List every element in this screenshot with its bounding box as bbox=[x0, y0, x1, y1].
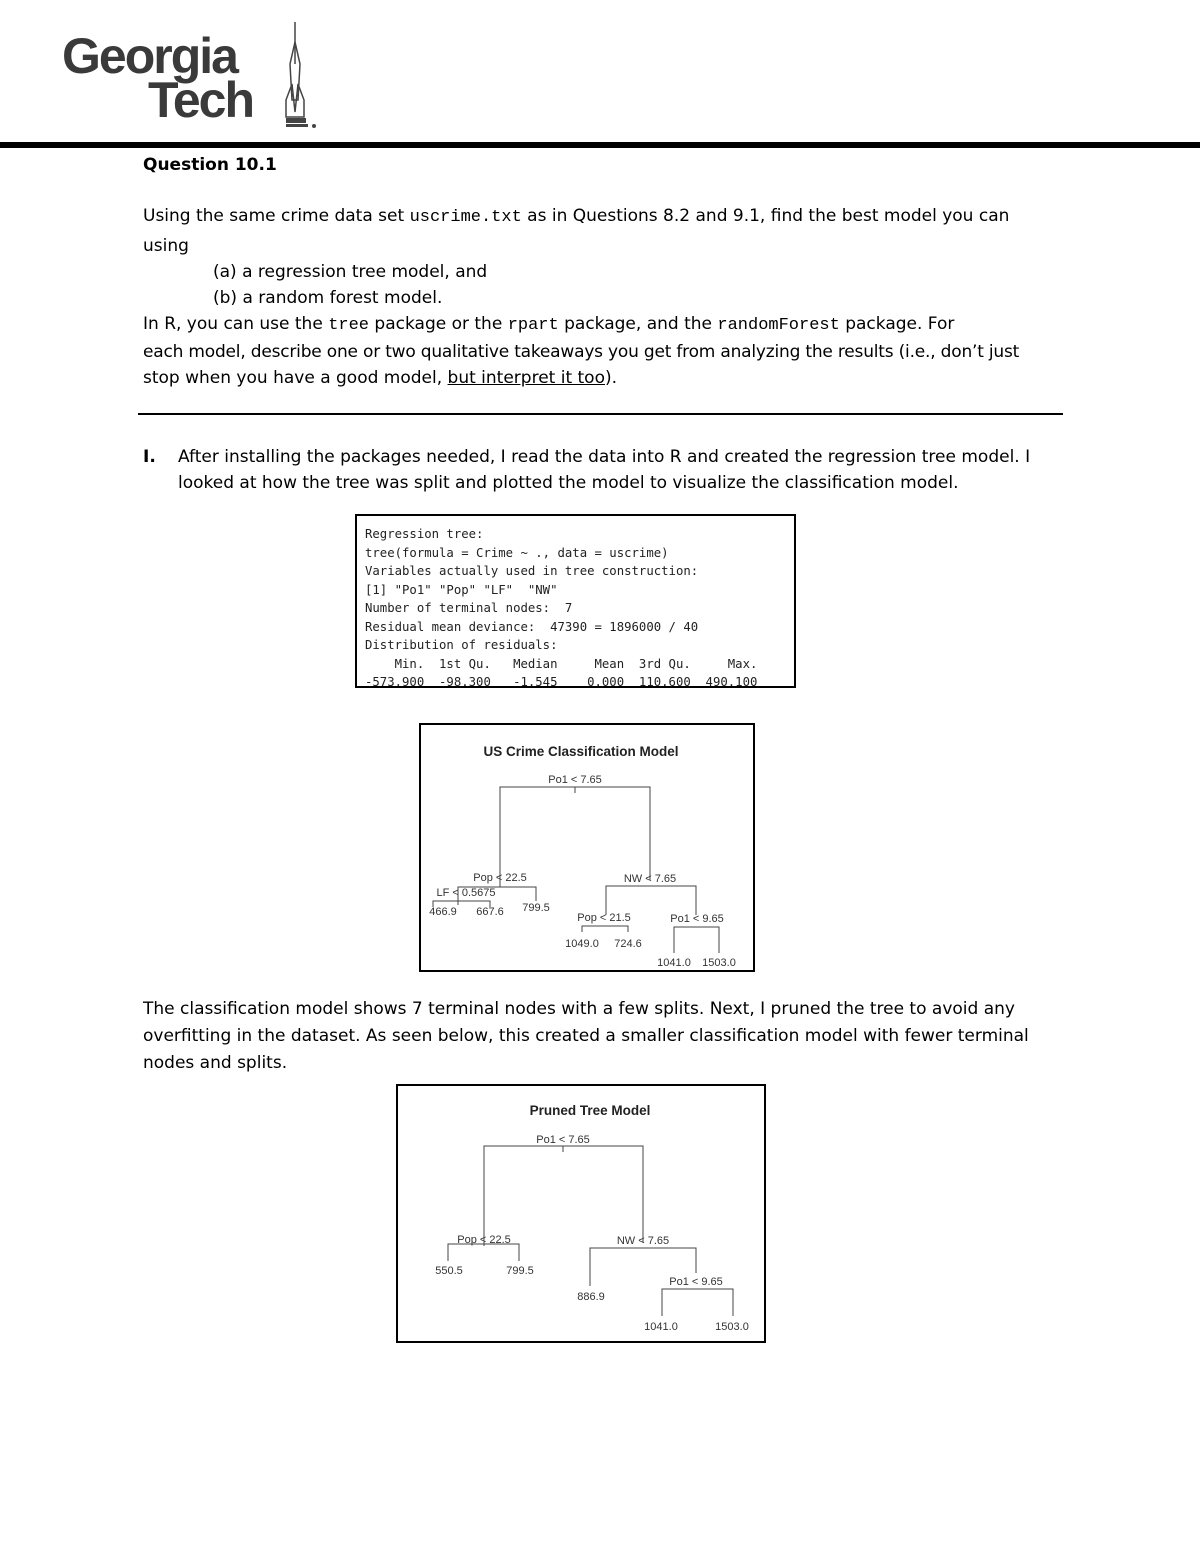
prompt-text: stop when you have a good model, bbox=[143, 368, 448, 388]
paragraph-2-line-2: overfitting in the dataset. As seen below, this created a smaller classification model with fewer terminal bbox=[143, 1026, 1029, 1046]
prompt-line-2: using bbox=[143, 236, 189, 256]
console-line: Number of terminal nodes: 7 bbox=[365, 601, 573, 615]
logo-line-1: Georgia bbox=[62, 28, 237, 84]
answer-text bbox=[178, 444, 1078, 496]
prompt-line-1 bbox=[143, 203, 1073, 231]
tree-1-split-po1b: Po1 < 9.65 bbox=[670, 913, 724, 925]
tree-2-split-nw: NW < 7.65 bbox=[616, 1235, 670, 1247]
tree-figure-1 bbox=[419, 723, 755, 972]
tree-2-leaf: 1041.0 bbox=[644, 1321, 678, 1333]
tree-2-edge bbox=[448, 1244, 519, 1261]
answer-line-1: After installing the packages needed, I read the data into R and created the regression tree model. I bbox=[178, 447, 1031, 467]
tree-2-split-po1b: Po1 < 9.65 bbox=[669, 1276, 723, 1288]
tree-2-title: Pruned Tree Model bbox=[529, 1103, 651, 1118]
tree-1-leaf: 724.6 bbox=[614, 938, 642, 950]
tech-tower-icon bbox=[282, 22, 327, 132]
console-line: tree(formula = Crime ~ ., data = uscrime) bbox=[365, 545, 669, 560]
tree-1-title: US Crime Classification Model bbox=[483, 744, 679, 759]
tree-2-leaf: 886.9 bbox=[577, 1291, 605, 1303]
answer-marker: I. bbox=[143, 447, 156, 467]
tree-2-edge bbox=[484, 1146, 643, 1246]
prompt-text: package or the bbox=[369, 314, 508, 334]
code-tree: tree bbox=[328, 316, 370, 335]
prompt-text: package, and the bbox=[558, 314, 718, 334]
tree-1-leaf: 1049.0 bbox=[565, 938, 599, 950]
code-randomforest: randomForest bbox=[717, 316, 840, 335]
question-title: Question 10.1 bbox=[143, 155, 277, 175]
tree-1-split-lf: LF < 0.5675 bbox=[436, 887, 496, 899]
tree-1-split-pop: Pop < 22.5 bbox=[473, 872, 527, 884]
console-line: Regression tree: bbox=[365, 527, 484, 541]
prompt-line-6: each model, describe one or two qualitative takeaways you get from analyzing the results (i.e., don’t just bbox=[143, 342, 1020, 362]
tree-1-leaf: 1503.0 bbox=[702, 957, 736, 969]
paragraph-2-line-1: The classification model shows 7 terminal nodes with a few splits. Next, I pruned the tree to avoid any bbox=[143, 999, 1015, 1019]
code-uscrime: uscrime.txt bbox=[409, 208, 522, 227]
tree-2-leaf: 799.5 bbox=[506, 1265, 534, 1277]
underlined-text: but interpret it too bbox=[447, 368, 605, 388]
tree-2-split-root: Po1 < 7.65 bbox=[536, 1134, 590, 1146]
console-line: Distribution of residuals: bbox=[365, 638, 558, 652]
tree-2-leaf: 1503.0 bbox=[715, 1321, 749, 1333]
tree-1-leaf: 466.9 bbox=[429, 906, 457, 918]
tree-1-edges bbox=[433, 787, 719, 953]
tree-2-edge bbox=[662, 1289, 733, 1316]
tree-1-leaf: 667.6 bbox=[476, 906, 504, 918]
georgia-tech-logo bbox=[60, 22, 330, 132]
tree-1-edge bbox=[582, 926, 628, 932]
prompt-text: In R, you can use the bbox=[143, 314, 329, 334]
tree-2-svg bbox=[398, 1086, 764, 1341]
console-line: -573.900 -98.300 -1.545 0.000 110.600 490.100 bbox=[365, 675, 758, 689]
prompt-line-7 bbox=[143, 365, 1073, 391]
prompt-item-b: (b) a random forest model. bbox=[213, 288, 443, 308]
section-divider bbox=[138, 413, 1063, 415]
console-line: Residual mean deviance: 47390 = 1896000 / 40 bbox=[365, 619, 699, 634]
answer-line-2: looked at how the tree was split and plotted the model to visualize the classification model. bbox=[178, 473, 959, 493]
prompt-text: Using the same crime data set bbox=[143, 206, 410, 226]
prompt-text: as in Questions 8.2 and 9.1, find the best model you can bbox=[521, 206, 1010, 226]
prompt-line-5 bbox=[143, 311, 1073, 339]
paragraph-2 bbox=[143, 996, 1073, 1076]
tree-figure-2 bbox=[396, 1084, 766, 1343]
tree-1-leaf: 1041.0 bbox=[657, 957, 691, 969]
header-rule bbox=[0, 142, 1200, 148]
tree-1-leaf: 799.5 bbox=[522, 902, 550, 914]
tree-1-split-pop2: Pop < 21.5 bbox=[577, 912, 631, 924]
tree-2-split-pop: Pop < 22.5 bbox=[457, 1234, 511, 1246]
tree-1-edge bbox=[674, 927, 719, 953]
tree-1-edge bbox=[606, 886, 696, 915]
paragraph-2-line-3: nodes and splits. bbox=[143, 1053, 288, 1073]
prompt-block bbox=[143, 203, 1073, 391]
console-line: Min. 1st Qu. Median Mean 3rd Qu. Max. bbox=[365, 656, 758, 671]
tree-1-svg bbox=[421, 725, 753, 970]
tree-2-leaf: 550.5 bbox=[435, 1265, 463, 1277]
prompt-text: package. For bbox=[839, 314, 955, 334]
prompt-text: ). bbox=[605, 368, 618, 388]
prompt-item-a: (a) a regression tree model, and bbox=[213, 262, 488, 282]
tree-1-split-root: Po1 < 7.65 bbox=[548, 774, 602, 786]
logo-line-2: Tech bbox=[148, 72, 253, 128]
console-line: Variables actually used in tree construction: bbox=[365, 564, 699, 578]
tree-1-split-nw: NW < 7.65 bbox=[623, 873, 677, 885]
console-line: [1] "Po1" "Pop" "LF" "NW" bbox=[365, 582, 558, 597]
r-console-output bbox=[355, 514, 796, 688]
code-rpart: rpart bbox=[507, 316, 559, 335]
